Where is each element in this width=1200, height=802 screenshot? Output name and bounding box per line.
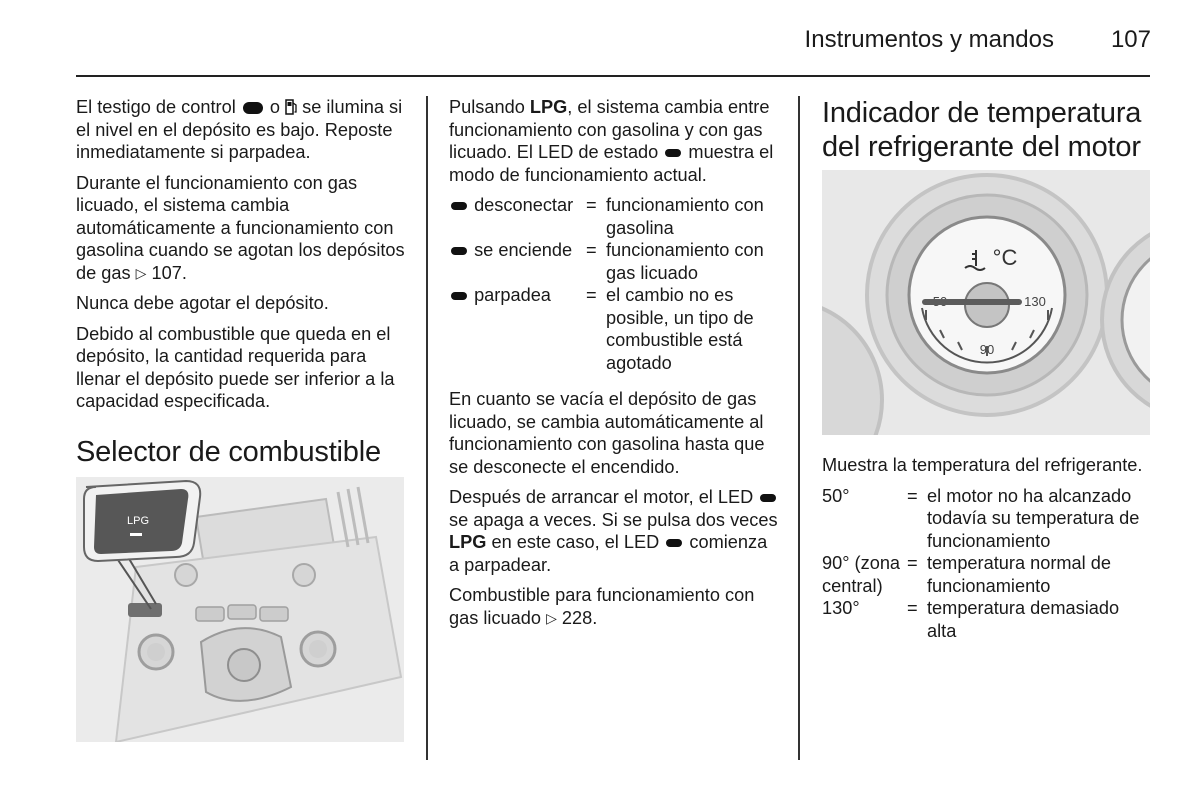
section-title: Instrumentos y mandos [804,26,1054,53]
table-row: 130° = temperatura demasiado alta [822,598,1120,641]
led-icon [760,494,776,502]
gauge-needle [922,299,1022,305]
table-row: 50° = el motor no ha alcanzado todavía su temperatura de funcionamiento [822,485,1140,551]
paragraph-lpg-fuel: Combustible para funcionamiento con gas licuado ▷ 228. [449,585,755,628]
header-divider [76,75,1150,77]
column-1 [76,96,406,469]
page-header [0,24,1200,60]
column-3-body [822,454,1152,650]
gauge-unit: °C [992,245,1018,270]
lpg-button-label: LPG [126,515,150,527]
paragraph-remaining-fuel: Debido al combustible que queda en el depósito, la cantidad requerida para llenar el depósito puede ser inferior a la capacidad especificada. [76,323,395,411]
paragraph-lpg-empty: En cuanto se vacía el depósito de gas licuado, se cambia automáticamente al funcionamiento con gasolina hasta que se desconecte el encendido. [449,389,765,477]
table-row: parpadea = el cambio no es posible, un tipo de combustible está agotado [449,284,779,374]
page-number: 107 [1110,26,1151,53]
heading-coolant-temperature: Indicador de temperatura del refrigerante del motor [822,97,1142,163]
temperature-table [822,485,1152,643]
led-icon [451,202,467,210]
page-reference-icon: ▷ [135,264,147,281]
page-reference-link[interactable]: 107. [151,262,187,283]
lpg-key: LPG [449,532,487,552]
paragraph-lpg-button: Pulsando LPG, el sistema cambia entre funcionamiento con gasolina y con gas licuado. El LED de estado muestra el modo de funcionamiento actual. [449,97,774,185]
lpg-key: LPG [529,97,568,117]
column-3 [822,96,1152,164]
table-row: desconectar = funcionamiento con gasolina [449,194,779,239]
led-icon [665,149,681,157]
paragraph-autoswitch: Durante el funcionamiento con gas licuado, el sistema cambia automáticamente a funcionamiento con gasolina cuando se agotan los depósitos de gas ▷ 107. [76,172,405,283]
heading-fuel-selector: Selector de combustible [76,435,381,468]
led-state-table [449,194,779,374]
page-reference-icon: ▷ [546,609,557,626]
led-icon [666,539,682,547]
led-icon [451,247,467,255]
paragraph-warning-light: El testigo de control o se ilumina si el nivel en el depósito es bajo. Reposte inmediatamente si parpadea. [76,97,403,162]
paragraph-gauge-description: Muestra la temperatura del refrigerante. [822,455,1143,475]
column-divider-2 [798,96,800,760]
led-icon [451,292,467,300]
fuel-warning-icon [243,102,263,114]
gauge-label-mid: 90 [979,342,995,357]
paragraph-never-empty: Nunca debe agotar el depósito. [76,293,329,313]
coolant-gauge-illustration [822,170,1150,435]
lpg-selector-illustration [76,477,404,742]
table-row: se enciende = funcionamiento con gas licuado [449,239,779,284]
gauge-label-max: 130 [1024,294,1046,309]
column-divider-1 [426,96,428,760]
table-row: 90° (zona central) = temperatura normal de funcionamiento [822,553,1111,596]
fuel-pump-icon [285,99,297,115]
column-2 [449,96,779,637]
page-reference-link[interactable]: 228. [561,607,598,628]
paragraph-after-start: Después de arrancar el motor, el LED se apaga a veces. Si se pulsa dos veces LPG en este caso, el LED comienza a parpadear. [449,487,778,575]
